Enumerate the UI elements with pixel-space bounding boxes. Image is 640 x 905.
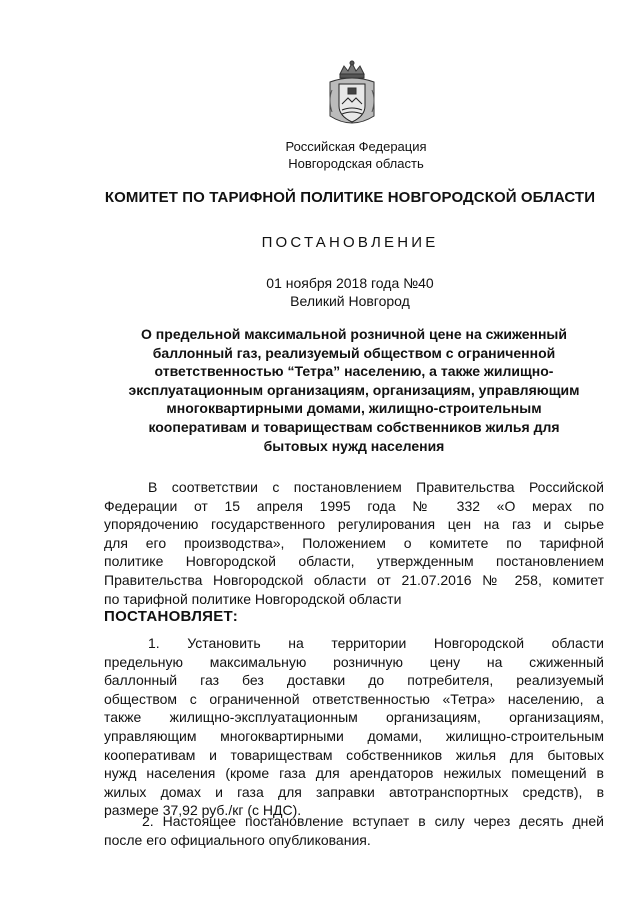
item-1-line: жилых домах и газа для заправки автотранспортных средств), в (104, 783, 604, 800)
item-1-line: также жилищно-эксплуатационным организациям, организациям, (104, 709, 604, 726)
preamble-line: по тарифной политике Новгородской области (104, 590, 402, 607)
region-header: Новгородская область (288, 156, 424, 171)
item-1-line: нужд населения (кроме газа для арендаторов нежилых помещений в (104, 765, 604, 782)
item-1-line: 1. Установить на территории Новгородской области (148, 635, 604, 651)
federation-header: Российская Федерация (285, 139, 427, 154)
preamble-paragraph (104, 478, 604, 608)
preamble-line: В соответствии с постановлением Правительства Российской (148, 479, 604, 495)
item-1-line: кооперативам и товариществам собственников жилья для бытовых (104, 746, 604, 763)
city: Великий Новгород (290, 293, 410, 309)
item-1-line: предельную максимальную розничную цену на сжиженный (104, 653, 604, 670)
item-2-paragraph (104, 812, 604, 849)
preamble-line: политике Новгородской области, утвержденным постановлением (104, 553, 604, 570)
subject-line: ответственностью “Тетра” населению, а также жилищно- (154, 363, 554, 380)
subject-line: бытовых нужд населения (263, 437, 445, 454)
item-2-line: 2. Настоящее постановление вступает в силу через десять дней (142, 813, 604, 829)
preamble-line: для его производства», Положением о комитете по тарифной (104, 534, 604, 551)
item-2-line: после его официального опубликования. (104, 831, 371, 848)
subject-line: многоквартирными домами, жилищно-строительным (166, 400, 542, 417)
committee-title: КОМИТЕТ ПО ТАРИФНОЙ ПОЛИТИКЕ НОВГОРОДСКОЙ ОБЛАСТИ (104, 189, 596, 206)
document-subject (104, 325, 604, 455)
preamble-line: Федерации от 15 апреля 1995 года № 332 «О мерах по (104, 497, 604, 514)
novgorod-coat-of-arms-icon (326, 60, 378, 132)
subject-line: баллонный газ, реализуемый обществом с ограниченной (152, 344, 556, 361)
item-1-line: размере 37,92 руб./кг (с НДС). (104, 802, 302, 819)
item-1-line: баллонный газ без доставки до потребителя, реализуемый (104, 672, 604, 689)
preamble-line: упорядочению государственного регулирования цен на газ и сырье (104, 516, 604, 533)
subject-line: О предельной максимальной розничной цене на сжиженный (141, 326, 567, 342)
decrees-label: ПОСТАНОВЛЯЕТ: (104, 608, 239, 625)
document-type: ПОСТАНОВЛЕНИЕ (261, 234, 439, 251)
item-1-line: управляющим многоквартирными домами, жилищно-строительным (104, 727, 604, 744)
date-number: 01 ноября 2018 года №40 (266, 275, 434, 291)
item-1-line: обществом с ограниченной ответственностью «Тетра» населению, а (104, 690, 604, 707)
item-1-paragraph (104, 634, 604, 820)
preamble-line: Правительства Новгородской области от 21.07.2016 № 258, комитет (104, 571, 604, 588)
subject-line: кооперативам и товариществам собственников жилья для (148, 418, 560, 435)
subject-line: эксплуатационным организациям, организациям, управляющим (128, 381, 580, 398)
